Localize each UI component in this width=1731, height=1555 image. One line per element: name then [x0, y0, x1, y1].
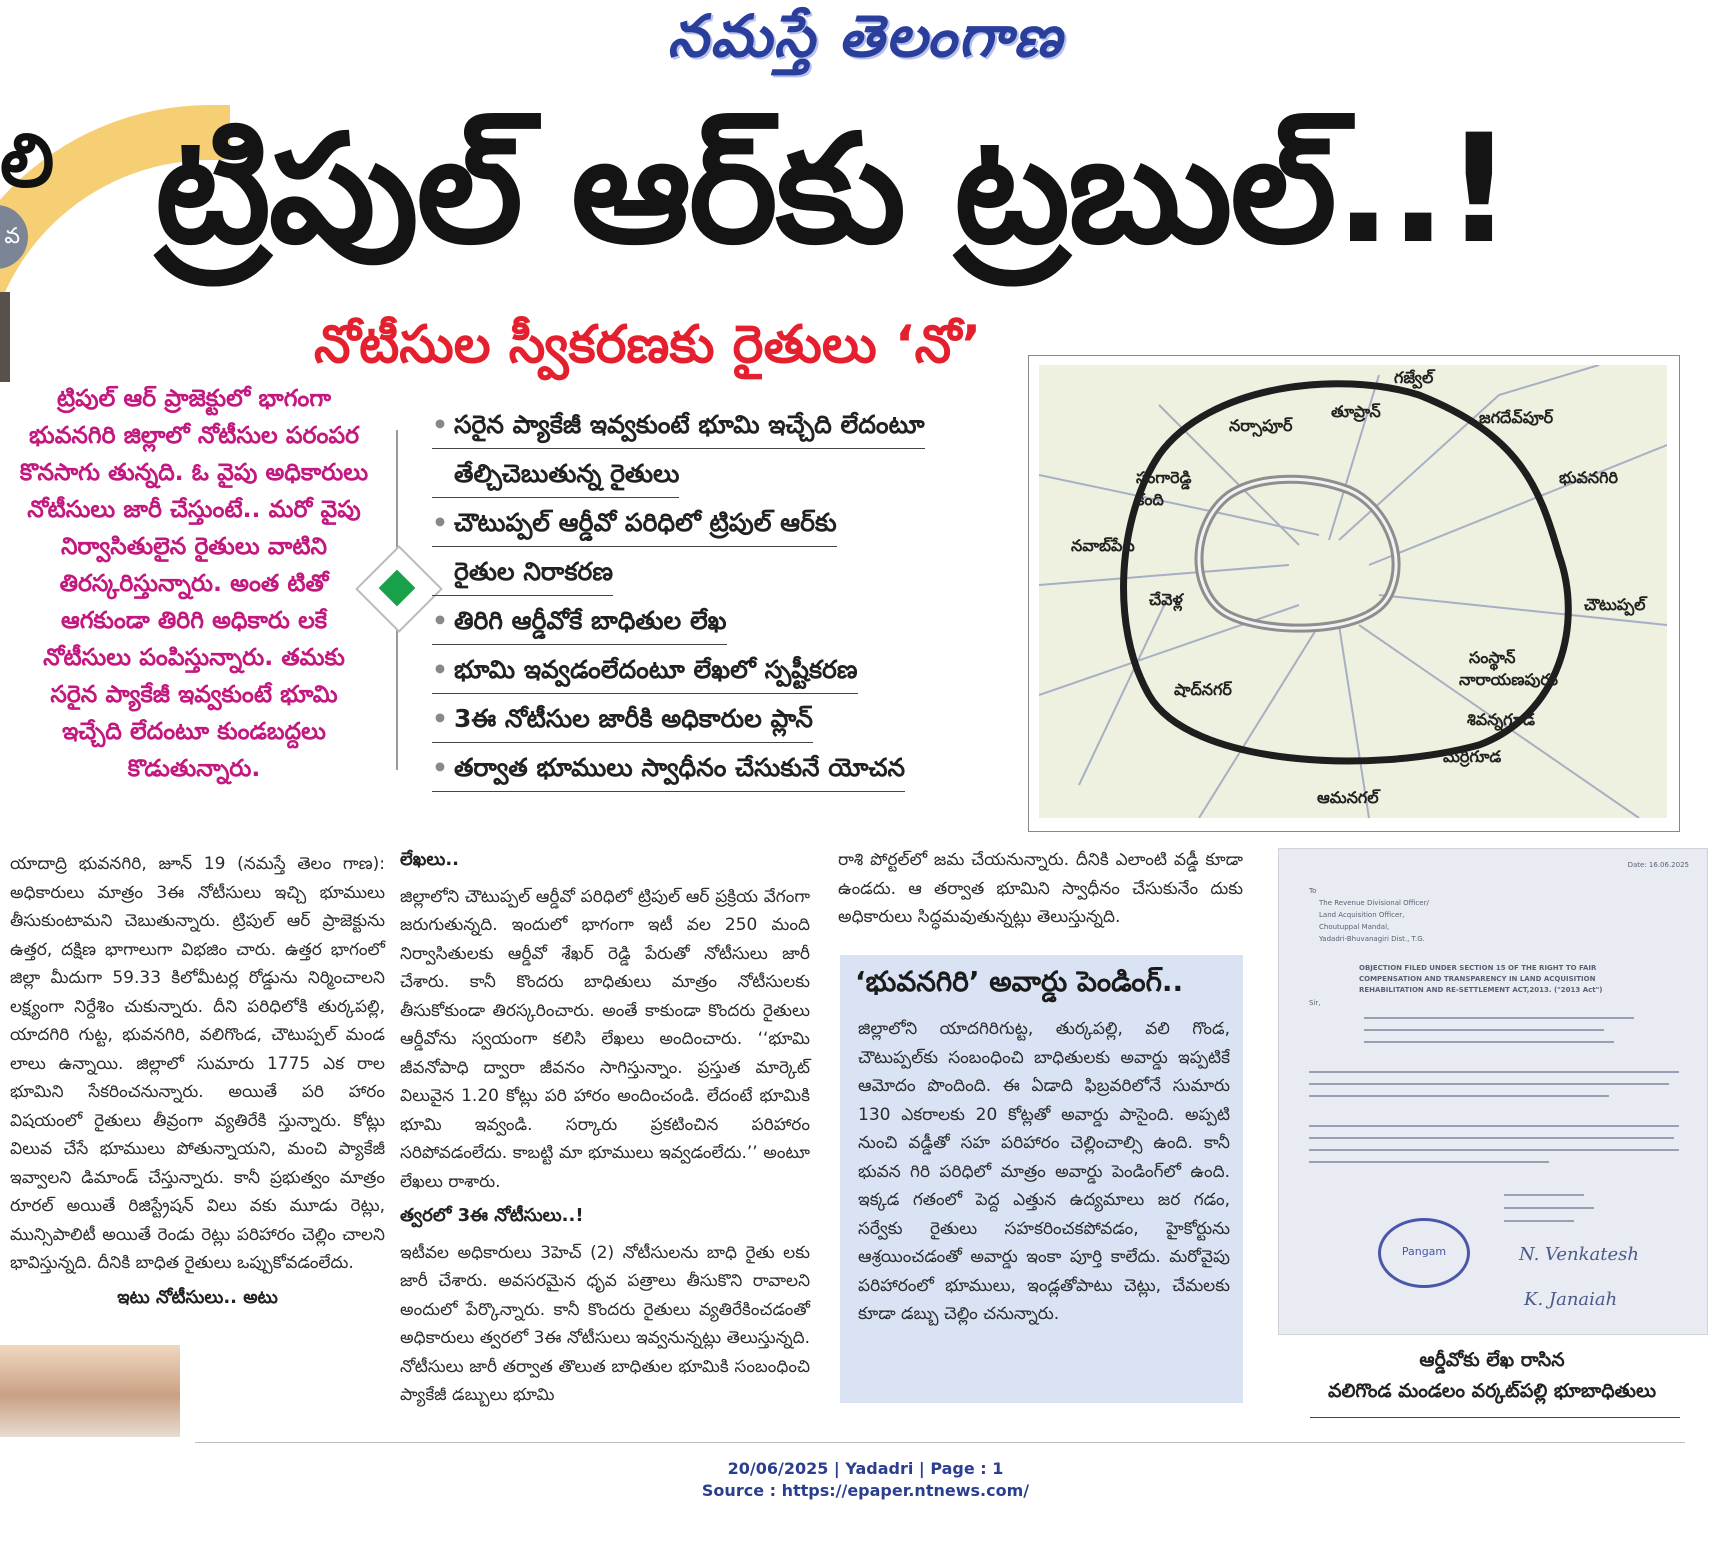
- map-label-choutuppal: చౌటుప్పల్: [1584, 595, 1646, 614]
- highlight-text: తేల్చిచెబుతున్న రైతులు: [454, 459, 680, 488]
- bullet-dot-icon: •: [432, 606, 448, 635]
- highlights-list: [432, 400, 1017, 792]
- letter-text-line: [1504, 1207, 1594, 1209]
- photo-caption: [1278, 1345, 1706, 1407]
- highlight-text: తర్వాత భూములు స్వాధీనం చేసుకునే యోచన: [453, 753, 906, 782]
- highlight-text: 3ఈ నోటీసుల జారీకి అధికారుల ప్లాన్: [453, 704, 813, 733]
- letter-objection-title: OBJECTION FILED UNDER SECTION 15 OF THE RIGHT TO FAIR: [1359, 964, 1597, 972]
- section-subhead-continued: లేఖలు..: [400, 849, 460, 870]
- footer-edition-info: 20/06/2025 | Yadadri | Page : 1: [727, 1459, 1004, 1478]
- caption-line-1: ఆర్డీవోకు లేఖ రాసిన: [1419, 1349, 1565, 1371]
- subheadline: నోటీసుల స్వీకరణకు రైతులు ‘నో’: [314, 315, 982, 375]
- article-column-1: [10, 850, 385, 1320]
- highlight-text: రైతుల నిరాకరణ: [454, 557, 614, 586]
- letter-text-line: [1309, 1161, 1549, 1163]
- map-label-shivannaguda: శివన్నగూడ: [1467, 710, 1536, 729]
- letter-address-line: Land Acquisition Officer,: [1319, 911, 1405, 919]
- bullet-dot-icon: •: [432, 704, 448, 733]
- bottom-rule: [195, 1442, 1685, 1443]
- letter-to: To: [1309, 887, 1317, 895]
- caption-line-2: వలిగొండ మండలం వర్కట్‌పల్లి భూబాధితులు: [1327, 1380, 1657, 1402]
- map-label-shadnagar: షాద్‌నగర్: [1174, 680, 1232, 699]
- letter-text-line: [1309, 1137, 1674, 1139]
- letter-text-line: [1309, 1125, 1679, 1127]
- highlight-item: [432, 400, 925, 449]
- letter-text-line: [1504, 1194, 1584, 1196]
- masthead-logo: నమస్తే తెలంగాణ: [667, 2, 1064, 70]
- letter-text-line: [1309, 1083, 1669, 1085]
- bullet-dot-icon: •: [432, 508, 448, 537]
- letter-text-line: [1364, 1029, 1604, 1031]
- adjacent-photo-top: [0, 292, 10, 382]
- highlight-item-continuation: [432, 449, 679, 498]
- letter-text-line: [1309, 1095, 1609, 1097]
- highlight-text: భూమి ఇవ్వడంలేదంటూ లేఖలో స్పష్టీకరణ: [453, 655, 858, 684]
- map-label-sangareddy: సంగారెడ్డి: [1136, 468, 1192, 487]
- article-text: యాదాద్రి భువనగిరి, జూన్ 19 (నమస్తే తెలం గాణ): అధికారులు మాత్రం 3ఈ నోటీసులు ఇచ్చి భూములు తీసుకుంటామని చెబుతున్నారు. ట్రిపుల్ ఆర్ ప్రాజెక్టును ఉత్తర, దక్షిణ భాగాలుగా విభజిం చారు. ఉత్తర భాగంలో జిల్లా మీదుగా 59.33 కిలోమీటర్ల రోడ్డును నిర్మించాలని లక్ష్యంగా నిర్దేశిం చుకున్నారు. దీని పరిధిలోకి తుర్కపల్లి, యాదగిరి గుట్ట, భువనగిరి, వలిగొండ, చౌటుప్పల్ మండ లాలు ఉన్నాయి. జిల్లాలో సుమారు 1775 ఎక రాల భూమిని సేకరించనున్నారు. అయితే పరి హారం విషయంలో రైతులు తీవ్రంగా వ్యతిరేకి స్తున్నారు. కోట్లు విలువ చేసే భూములు పోతున్నాయని, మంచి ప్యాకేజీ ఇవ్వాలని డిమాండ్ చేస్తున్నారు. కానీ ప్రభుత్వం మాత్రం రూరల్ అయితే రిజిస్ట్రేషన్ విలు వకు మూడు రెట్లు, మున్సిపాలిటీ అయితే రెండు రెట్లు పరిహారం చెల్లిం చాలని భావిస్తున్నది. దీనికి బాధిత రైతులు ఒప్పుకోవడంలేదు.: [10, 854, 385, 1273]
- bullet-dot-icon: •: [432, 655, 448, 684]
- sidebar-box-title: ‘భువనగిరి’ అవార్డు పెండింగ్..: [855, 965, 1184, 998]
- article-column-2: [400, 840, 810, 1410]
- map-label-mallriguda: మర్రిగూడ: [1443, 747, 1502, 766]
- highlight-text: సరైన ప్యాకేజీ ఇవ్వకుంటే భూమి ఇచ్చేది లేదంటూ: [453, 410, 925, 439]
- section-subhead: ఇటు నోటీసులు.. అటు: [117, 1286, 278, 1308]
- letter-text-line: [1364, 1017, 1634, 1019]
- article-text: రాశి పోర్టల్‌లో జమ చేయనున్నారు. దీనికి ఎలాంటి వడ్డీ కూడా ఉండదు. ఆ తర్వాత భూమిని స్వాధీనం చేసుకునేం దుకు అధికారులు సిద్ధమవుతున్నట్లు తెలుస్తున్నది.: [838, 850, 1243, 927]
- section-subhead: త్వరలో 3ఈ నోటీసులు..!: [400, 1205, 584, 1226]
- letter-text-line: [1309, 1071, 1679, 1073]
- article-text: ఇటీవల అధికారులు 3హెచ్ (2) నోటీసులను బాధి రైతు లకు జారీ చేశారు. అవసరమైన ధృవ పత్రాలు తీసుకొని రావాలని అందులో పేర్కొన్నారు. కానీ కొందరు రైతులు వ్యతిరేకించడంతో అధికారులు త్వరలో 3ఈ నోటీసులు ఇవ్వనున్నట్లు తెలుస్తున్నది. నోటీసులు జారీ తర్వాత తొలుత బాధితుల భూమికి సంబంధించి ప్యాకేజీ డబ్బులు భూమి: [400, 1242, 810, 1405]
- highlight-item: [432, 743, 905, 792]
- letter-address-line: The Revenue Divisional Officer/: [1319, 899, 1429, 907]
- map-label-kandi: కంది: [1136, 490, 1164, 509]
- highlight-item: [432, 498, 837, 547]
- headline: ట్రిపుల్ ఆర్‌కు ట్రబుల్..!: [155, 103, 1512, 277]
- adjacent-badge: వ: [0, 205, 28, 269]
- map-label-jagadevpur: జగదేవ్‌పూర్: [1479, 408, 1554, 427]
- adjacent-headline-fragment: లి: [0, 118, 55, 204]
- official-stamp: [1378, 1218, 1470, 1288]
- sidebar-box-text: జిల్లాలోని యాదగిరిగుట్ట, తుర్కపల్లి, వలి గొండ, చౌటుప్పల్‌కు సంబంధించి బాధితులకు అవార్డు ఇప్పటికే ఆమోదం పొందింది. ఈ ఏడాది ఫిబ్రవరిలోనే సుమారు 130 ఎకరాలకు 20 కోట్లతో అవార్డు పాసైంది. అప్పటి నుంచి వడ్డీతో సహ పరిహారం చెల్లించాల్సి ఉంది. కానీ భువన గిరి పరిధిలో మాత్రం అవార్డు పెండింగ్‌లో ఉంది. ఇక్కడ గతంలో పెద్ద ఎత్తున ఉద్యమాలు జర గడం, సర్వేకు రైతులు సహకరించకపోవడం, హైకోర్టును ఆశ్రయించడంతో అవార్డు ఇంకా పూర్తి కాలేదు. మరోవైపు పరిహారంలో భూములు, ఇండ్లతోపాటు చెట్లు, చేమలకు కూడా డబ్బు చెల్లిం చనున్నారు.: [858, 1019, 1230, 1324]
- letter-objection-title: REHABILITATION AND RE-SETTLEMENT ACT,2013. ("2013 Act"): [1359, 986, 1603, 994]
- adjacent-photo-bottom: [0, 1345, 180, 1437]
- article-column-3: [838, 846, 1243, 932]
- letter-address-line: Yadadri-Bhuvanagiri Dist., T.G.: [1319, 935, 1425, 943]
- highlight-item: [432, 645, 858, 694]
- bullet-dot-icon: •: [432, 753, 448, 782]
- highlight-item: [432, 694, 813, 743]
- letter-salutation: Sir,: [1309, 999, 1321, 1007]
- letter-objection-title: COMPENSATION AND TRANSPARENCY IN LAND ACQUISITION: [1359, 975, 1596, 983]
- article-text: జిల్లాలోని చౌటుప్పల్ ఆర్డీవో పరిధిలో ట్రిపుల్ ఆర్ ప్రక్రియ వేగంగా జరుగుతున్నది. ఇందులో భాగంగా ఇటీ వల 250 మంది నిర్వాసితులకు ఆర్డీవో శేఖర్ రెడ్డి పేరుతో నోటీసులు జారీ చేశారు. కానీ కొందరు బాధితులు మాత్రం నోటీసులకు తీసుకోకుండా తిరస్కరించారు. అంతే కాకుండా కొందరు రైతులు ఆర్డీవోను స్వయంగా కలిసి లేఖలు అందించారు. ‘‘భూమి జీవనోపాధి ద్వారా జీవనం సాగిస్తున్నాం. ప్రస్తుత మార్కెట్ విలువైన 1.20 కోట్లు పరి హారం అందించండి. లేదంటే భూమికి భూమి ఇవ్వండి. సర్కారు ప్రకటించిన పరిహారం సరిపోవడంలేదు. కాబట్టి మా భూములు ఇవ్వడంలేదు.’’ అంటూ లేఖలు రాశారు.: [400, 886, 810, 1192]
- map-label-samsthan: సంస్థాన్: [1469, 648, 1516, 667]
- map-label-toopran: తూప్రాన్: [1331, 402, 1381, 421]
- map-background: [1039, 365, 1667, 818]
- letter-text-line: [1504, 1220, 1574, 1222]
- map-label-gajwel: గజ్వేల్: [1394, 368, 1434, 387]
- caption-underline: [1310, 1417, 1680, 1418]
- letter-text-line: [1309, 1149, 1679, 1151]
- letter-text-line: [1364, 1041, 1614, 1043]
- bullet-dot-icon: •: [432, 410, 448, 439]
- letter-date: Date: 16.06.2025: [1627, 861, 1689, 869]
- highlight-text: తిరిగి ఆర్డీవోకే బాధితుల లేఖ: [453, 606, 727, 635]
- map-label-narsapur: నర్సాపూర్: [1229, 416, 1293, 435]
- decorative-arc: [0, 105, 230, 1555]
- map-label-bhuvanagiri: భువనగిరి: [1559, 468, 1618, 487]
- letter-photo: [1278, 848, 1708, 1335]
- letter-address-line: Choutuppal Mandal,: [1319, 923, 1390, 931]
- regional-ring-road-map: [1039, 365, 1667, 818]
- intro-paragraph: ట్రిపుల్ ఆర్ ప్రాజెక్టులో భాగంగా భువనగిరి జిల్లాలో నోటీసుల పరంపర కొనసాగు తున్నది. ఓ వైపు అధికారులు నోటీసులు జారీ చేస్తుంటే.. మరో వైపు నిర్వాసితులైన రైతులు వాటిని తిరస్కరిస్తున్నారు. అంత టితో ఆగకుండా తిరిగి అధికారు లకే నోటీసులు పంపిస్తున్నారు. తమకు సరైన ప్యాకేజీ ఇవ్వకుంటే భూమి ఇచ్చేది లేదంటూ కుండబద్దలు కొడుతున్నారు.: [19, 384, 369, 782]
- stamp-text: Pangam: [1401, 1245, 1447, 1258]
- map-label-amangal: ఆమనగల్: [1317, 788, 1379, 807]
- map-label-nawabpet: నవాబ్‌పేట: [1071, 536, 1135, 555]
- letter-signature: N. Venkatesh: [1519, 1244, 1639, 1265]
- map-label-narayanapuram: నారాయణపురం: [1459, 670, 1558, 689]
- highlight-item-continuation: [432, 547, 613, 596]
- footer-source-link[interactable]: Source : https://epaper.ntnews.com/: [701, 1481, 1030, 1500]
- letter-signature: K. Janaiah: [1524, 1289, 1618, 1310]
- map-label-chevella: చేవెళ్ల: [1149, 590, 1183, 609]
- highlight-text: చౌటుప్పల్ ఆర్డీవో పరిధిలో ట్రిపుల్ ఆర్‌కు: [453, 508, 837, 537]
- highlight-item: [432, 596, 727, 645]
